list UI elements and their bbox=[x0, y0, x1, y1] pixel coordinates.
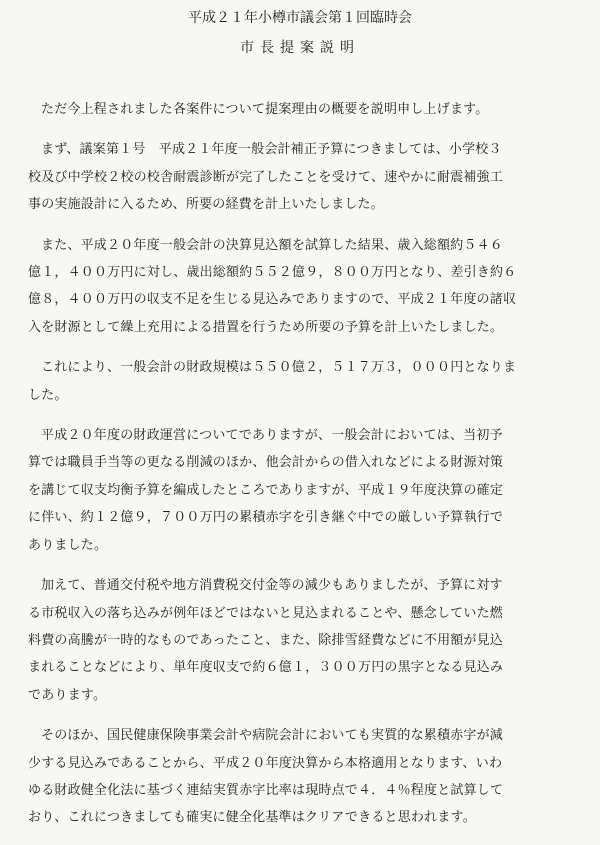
paragraph bbox=[28, 422, 584, 559]
paragraph-line: 校及び中学校２校の校舎耐震診断が完了したことを受けて、速やかに耐震補強工 bbox=[28, 169, 503, 185]
paragraph-line: を講じて収支均衡予算を編成したところでありますが、平成１９年度決算の確定 bbox=[28, 482, 504, 498]
paragraph-line: 平成２０年度の財政運営についてでありますが、一般会計においては、当初予 bbox=[41, 428, 503, 444]
paragraph-line: した。 bbox=[28, 387, 68, 403]
document-title: 平成２１年小樽市議会第１回臨時会 bbox=[188, 10, 412, 26]
paragraph-line: 料費の高騰が一時的なものであったこと、また、除排雪経費などに不用額が見込 bbox=[28, 632, 504, 648]
paragraph-line: まれることなどにより、単年度収支で約６億１，３００万円の黒字となる見込み bbox=[28, 660, 504, 676]
paragraph-line: 算では職員手当等の更なる削減のほか、他会計からの借入れなどによる財源対策 bbox=[28, 455, 504, 471]
paragraph-line: であります。 bbox=[28, 687, 107, 703]
paragraph-line: ゆる財政健全化法に基づく連結実質赤字比率は現時点で４．４％程度と試算して bbox=[28, 782, 504, 798]
paragraph-line: そのほか、国民健康保険事業会計や病院会計においても実質的な累積赤字が減 bbox=[41, 728, 504, 744]
paragraph-line: まず、議案第１号 平成２１年度一般会計補正予算につきましては、小学校３ bbox=[41, 142, 502, 158]
paragraph-line: ただ今上程されました各案件について提案理由の概要を説明申し上げます。 bbox=[41, 102, 489, 117]
paragraph bbox=[28, 96, 584, 123]
paragraph-line: 億１，４００万円に対し、歳出総額約５５２億９，８００万円となり、差引き約６ bbox=[28, 265, 517, 281]
paragraph-line: に伴い、約１２億９，７００万円の累積赤字を引き継ぐ中での厳しい予算執行で bbox=[28, 510, 504, 526]
paragraph bbox=[28, 232, 584, 342]
paragraph-line: 事の実施設計に入るため、所要の経費を計上いたしました。 bbox=[28, 197, 384, 213]
paragraph bbox=[28, 572, 584, 709]
paragraph-line: る市税収入の落ち込みが例年ほどではないと見込まれることや、懸念していた燃 bbox=[28, 605, 503, 621]
paragraph-line: 加えて、普通交付税や地方消費税交付金等の減少もありましたが、予算に対す bbox=[41, 578, 503, 594]
document-body bbox=[28, 96, 584, 845]
paragraph-line: 少する見込みであることから、平成２０年度決算から本格適用となります、いわ bbox=[28, 755, 503, 771]
paragraph-line: これにより、一般会計の財政規模は５５０億２，５１７万３，０００円となりま bbox=[41, 360, 517, 376]
paragraph bbox=[28, 354, 584, 409]
paragraph-line: また、平成２０年度一般会計の決算見込額を試算した結果、歳入総額約５４６ bbox=[41, 237, 504, 253]
paragraph bbox=[28, 136, 584, 218]
paragraph-line: 億８，４００万円の収支不足を生じる見込みでありますので、平成２１年度の諸収 bbox=[28, 292, 517, 308]
paragraph-line: おり、これにつきましても確実に健全化基準はクリアできると思われます。 bbox=[28, 810, 476, 826]
paragraph-line: 入を財源として繰上充用による措置を行うため所要の予算を計上いたしました。 bbox=[28, 319, 504, 335]
paragraph bbox=[28, 722, 584, 832]
document-subtitle: 市長提案説明 bbox=[240, 40, 360, 56]
paragraph-line: ありました。 bbox=[28, 537, 108, 553]
